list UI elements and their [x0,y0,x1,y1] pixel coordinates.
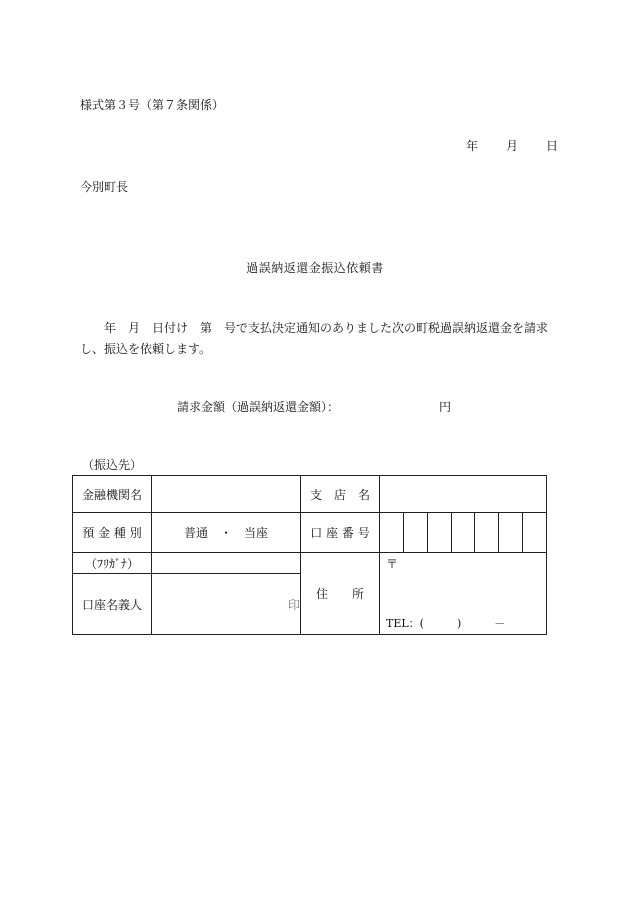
date-month: 月 [506,139,519,153]
stamp-mark: 印 [287,597,300,612]
bank-name-label: 金融機関名 [73,476,152,513]
furigana-label: （ﾌﾘｶﾞﾅ） [73,553,152,574]
branch-label: 支 店 名 [301,476,380,513]
account-digit-cell[interactable] [498,513,522,552]
deposit-type-value[interactable]: 普通 ・ 当座 [152,513,301,553]
addressee: 今別町長 [80,180,129,194]
bank-transfer-table [72,475,547,635]
branch-field[interactable] [380,476,547,513]
date-year: 年 [466,139,479,153]
account-holder-label: 口座名義人 [73,574,152,635]
deposit-type-label: 預 金 種 別 [73,513,152,553]
account-holder-field[interactable] [152,574,301,635]
account-number-field[interactable] [380,513,547,553]
date-line [466,137,558,154]
amount-line [177,398,451,415]
document-title: 過誤納返還金振込依頼書 [246,261,384,275]
postal-mark: 〒 [386,557,399,571]
account-digit-cell[interactable] [474,513,498,552]
form-number: 様式第３号（第７条関係） [80,98,225,112]
account-digit-cell[interactable] [380,513,403,552]
date-day: 日 [546,139,559,153]
address-label: 住 所 [301,553,380,635]
account-digit-cell[interactable] [427,513,451,552]
amount-unit: 円 [439,400,452,414]
account-digit-cell[interactable] [522,513,546,552]
transfer-label: （振込先） [82,458,143,472]
account-number-label: 口 座 番 号 [301,513,380,553]
body-text: 年 月 日付け 第 号で支払決定通知のありました次の町税過誤納返還金を請求し、振込を依頼します。 [80,321,549,356]
account-digit-cell[interactable] [403,513,427,552]
furigana-field[interactable] [152,553,301,574]
tel-field: TEL：( ) － [386,617,506,630]
account-digit-cell[interactable] [451,513,475,552]
bank-name-field[interactable] [152,476,301,513]
address-field[interactable] [380,553,547,635]
amount-label: 請求金額（過誤納返還金額）： [177,400,340,414]
